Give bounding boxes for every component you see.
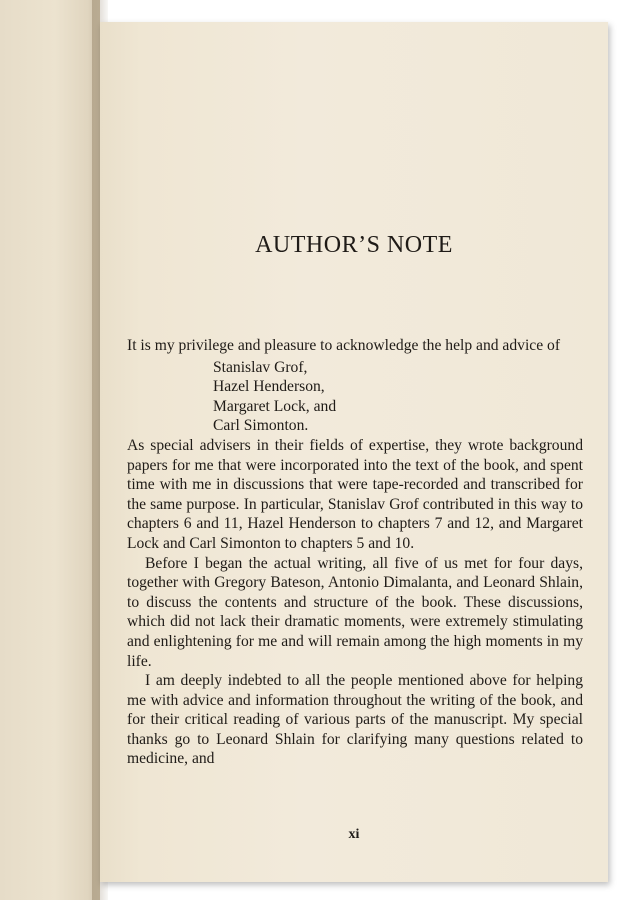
adviser-name: Hazel Henderson,: [213, 378, 325, 396]
page-title: AUTHOR’S NOTE: [255, 232, 453, 258]
paragraph-thanks: I am deeply indebted to all the people mentioned above for helping me with advice and information throughout the writing of the book, and for their critical reading of various parts of the manuscript. My special thanks go to Leonard Shlain for clarifying many questions related to medicine, and: [127, 672, 583, 768]
advisers-list: [213, 358, 583, 436]
page-number: xi: [348, 827, 360, 842]
intro-paragraph: It is my privilege and pleasure to acknowledge the help and advice of: [127, 337, 561, 354]
adviser-name: Carl Simonton.: [213, 417, 309, 435]
previous-page-edge: [0, 0, 100, 900]
book-page: [100, 22, 608, 882]
paragraph-advisers: As special advisers in their fields of expertise, they wrote background papers for me that were incorporated into the text of the book, and spent time with me in discussions that were tape-recorded and transcribed for the same purpose. In particular, Stanislav Grof contributed in this way to chapters 6 and 11, Hazel Henderson to chapters 7 and 12, and Margaret Lock and Carl Simonton to chapters 5 and 10.: [127, 436, 583, 552]
paragraph-meeting: Before I began the actual writing, all five of us met for four days, together with Gregory Bateson, Antonio Dimalanta, and Leonard Shlain, to discuss the contents and structure of the book. These discussions, which did not lack their dramatic moments, were extremely stimulating and enlightening for me and will remain among the high moments in my life.: [127, 554, 583, 670]
adviser-name: Stanislav Grof,: [213, 358, 308, 376]
adviser-name: Margaret Lock, and: [213, 397, 337, 415]
page-body: [127, 336, 583, 769]
